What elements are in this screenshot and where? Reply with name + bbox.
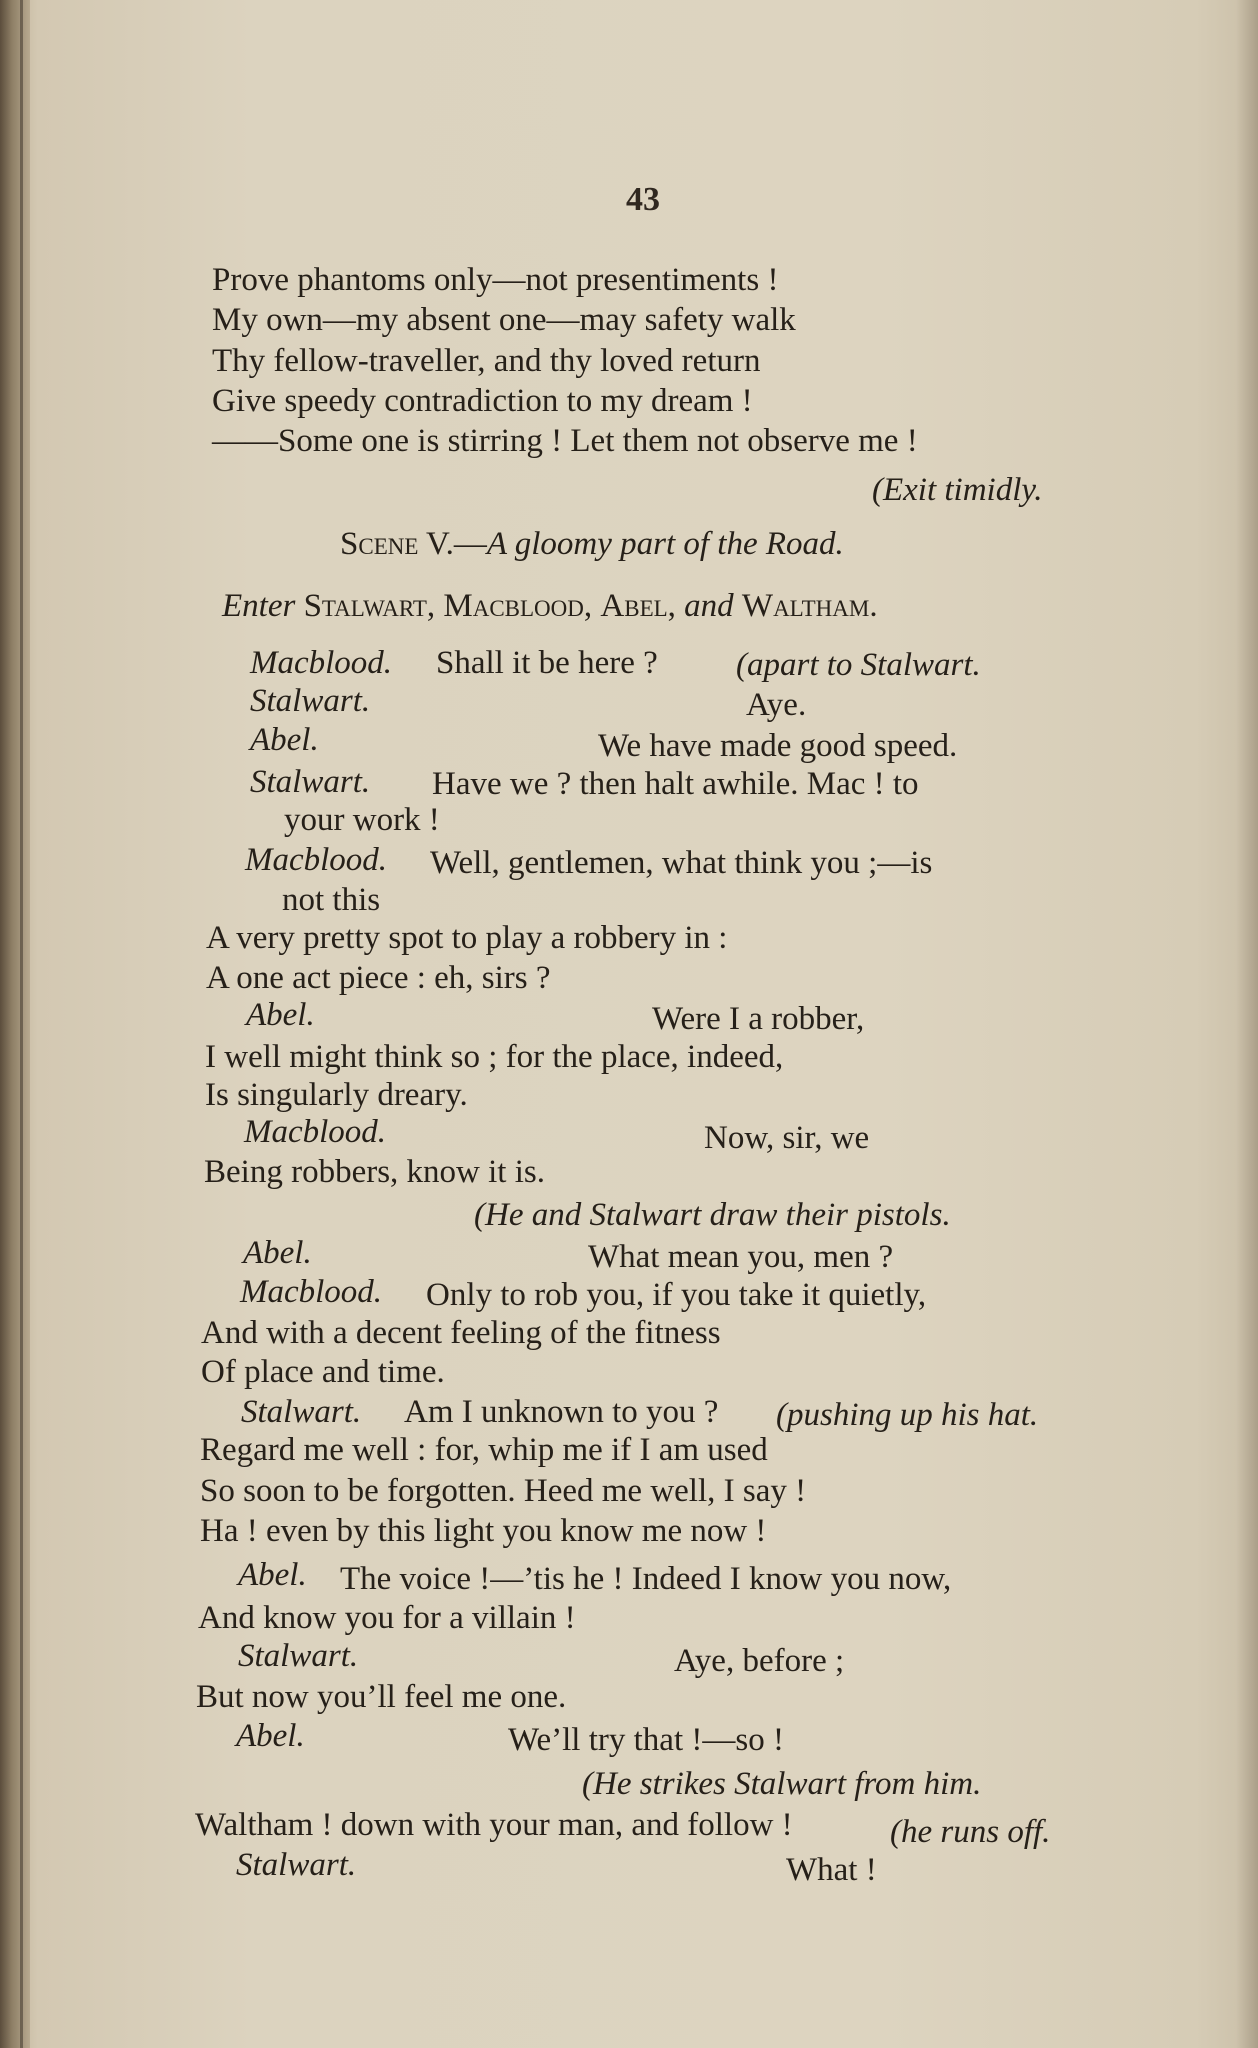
- dialogue-text: not this: [282, 882, 381, 918]
- speaker-name: Stalwart.: [236, 1847, 357, 1883]
- verse-line: But now you’ll feel me one.: [196, 1679, 567, 1715]
- dialogue-text: Well, gentlemen, what think you ;—is: [430, 845, 933, 881]
- speaker-name: Abel.: [238, 1557, 307, 1593]
- speaker-name: Abel.: [246, 997, 315, 1033]
- dialogue-text: What mean you, men ?: [588, 1239, 894, 1275]
- character-name: Stalwart: [303, 588, 427, 624]
- dialogue-text: Aye, before ;: [674, 1643, 845, 1679]
- character-name: Macblood: [443, 588, 584, 624]
- speaker-name: Stalwart.: [241, 1394, 362, 1430]
- page-gutter: [0, 0, 30, 2048]
- character-name: Abel: [600, 588, 668, 624]
- dialogue-text: Shall it be here ?: [436, 645, 658, 681]
- verse-line: And with a decent feeling of the fitness: [201, 1315, 721, 1351]
- stage-direction: (he runs off.: [890, 1814, 1051, 1850]
- dialogue-text: Have we ? then halt awhile. Mac ! to: [432, 766, 919, 802]
- verse-line: Give speedy contradiction to my dream !: [212, 383, 753, 419]
- enter-word: Enter: [222, 588, 296, 624]
- verse-line: A very pretty spot to play a robbery in :: [206, 920, 728, 956]
- verse-line: Is singularly dreary.: [205, 1077, 468, 1113]
- dialogue-text: Only to rob you, if you take it quietly,: [426, 1277, 927, 1313]
- verse-line: Waltham ! down with your man, and follow !: [195, 1807, 793, 1843]
- dialogue-text: What !: [786, 1852, 877, 1888]
- speaker-name: Abel.: [250, 722, 319, 758]
- speaker-name: Stalwart.: [238, 1638, 359, 1674]
- speaker-name: Macblood.: [250, 645, 393, 681]
- dialogue-text: Now, sir, we: [704, 1120, 870, 1156]
- verse-line: Regard me well : for, whip me if I am used: [200, 1432, 768, 1468]
- verse-line: Ha ! even by this light you know me now !: [200, 1513, 767, 1549]
- dialogue-text: The voice !—’tis he ! Indeed I know you now,: [340, 1561, 952, 1597]
- speaker-name: Abel.: [243, 1235, 312, 1271]
- dialogue-text: We have made good speed.: [598, 728, 958, 764]
- speaker-name: Macblood.: [240, 1274, 383, 1310]
- dialogue-text: your work !: [284, 802, 440, 838]
- scene-label: Scene V.—: [340, 526, 487, 562]
- verse-line: ——Some one is stirring ! Let them not observe me !: [212, 423, 918, 459]
- page-number: 43: [626, 181, 660, 218]
- and-word: and: [684, 588, 734, 624]
- binding-line: [20, 0, 23, 2048]
- verse-line: I well might think so ; for the place, indeed,: [205, 1039, 784, 1075]
- speaker-name: Abel.: [236, 1718, 305, 1754]
- verse-line: A one act piece : eh, sirs ?: [206, 960, 551, 996]
- verse-line: So soon to be forgotten. Heed me well, I say !: [200, 1473, 807, 1509]
- verse-line: And know you for a villain !: [198, 1600, 576, 1636]
- stage-direction: (apart to Stalwart.: [736, 647, 981, 683]
- verse-line: Prove phantoms only—not presentiments !: [212, 262, 779, 298]
- stage-direction: (Exit timidly.: [872, 472, 1043, 508]
- speaker-name: Macblood.: [244, 1114, 387, 1150]
- verse-line: Of place and time.: [201, 1354, 445, 1390]
- entrance-line: Enter Stalwart, Macblood, Abel, and Waltham.: [222, 588, 878, 624]
- verse-line: My own—my absent one—may safety walk: [212, 302, 796, 338]
- speaker-name: Macblood.: [245, 842, 388, 878]
- scene-heading: [340, 524, 844, 564]
- dialogue-text: Were I a robber,: [652, 1001, 865, 1037]
- dialogue-text: We’ll try that !—so !: [508, 1722, 784, 1758]
- speaker-name: Stalwart.: [250, 764, 371, 800]
- stage-direction: (pushing up his hat.: [776, 1397, 1039, 1433]
- scene-title: A gloomy part of the Road.: [486, 526, 844, 562]
- verse-line: Thy fellow-traveller, and thy loved return: [212, 343, 761, 379]
- stage-direction: (He strikes Stalwart from him.: [582, 1766, 982, 1802]
- verse-line: Being robbers, know it is.: [204, 1154, 545, 1190]
- dialogue-text: Aye.: [746, 687, 807, 723]
- character-name: Waltham.: [741, 588, 878, 624]
- speaker-name: Stalwart.: [250, 683, 371, 719]
- dialogue-text: Am I unknown to you ?: [404, 1394, 719, 1430]
- stage-direction: (He and Stalwart draw their pistols.: [474, 1197, 951, 1233]
- page-edge-shadow: [1236, 0, 1258, 2048]
